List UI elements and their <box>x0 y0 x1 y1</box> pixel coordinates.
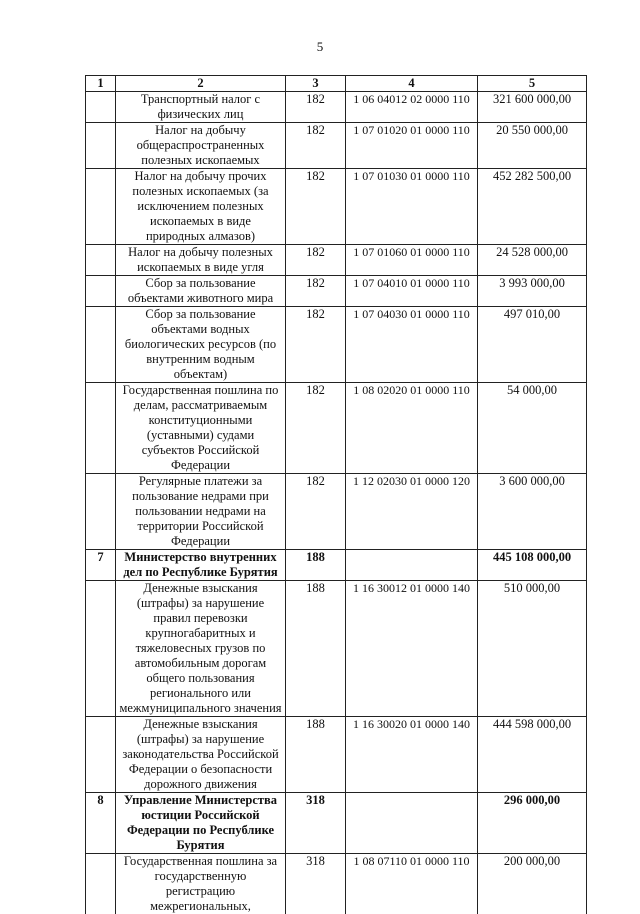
row-name-cell: Управление Министерства юстиции Российской Федерации по Республике Бурятия <box>116 793 286 854</box>
row-amount-cell: 445 108 000,00 <box>478 550 587 581</box>
row-amount-cell: 321 600 000,00 <box>478 92 587 123</box>
row-name-cell: Налог на добычу прочих полезных ископаемых (за исключением полезных ископаемых в виде природных алмазов) <box>116 169 286 245</box>
table-row <box>86 169 587 245</box>
row-name-cell: Регулярные платежи за пользование недрами при пользовании недрами на территории Российской Федерации <box>116 474 286 550</box>
table-row <box>86 717 587 793</box>
row-name-cell: Налог на добычу полезных ископаемых в виде угля <box>116 245 286 276</box>
row-number-cell <box>86 474 116 550</box>
row-amount-cell: 444 598 000,00 <box>478 717 587 793</box>
table-row <box>86 474 587 550</box>
row-admin-code-cell: 182 <box>286 123 346 169</box>
row-number-cell <box>86 92 116 123</box>
row-name-cell: Денежные взыскания (штрафы) за нарушение правил перевозки крупногабаритных и тяжеловесных грузов по автомобильным дорогам общего пользования регионального или межмуниципального значения <box>116 581 286 717</box>
row-amount-cell: 452 282 500,00 <box>478 169 587 245</box>
row-kbk-cell: 1 16 30012 01 0000 140 <box>346 581 478 717</box>
table-row <box>86 581 587 717</box>
table-row <box>86 92 587 123</box>
row-number-cell <box>86 276 116 307</box>
row-number-cell <box>86 581 116 717</box>
column-header-number: 1 <box>86 76 116 92</box>
row-kbk-cell: 1 08 02020 01 0000 110 <box>346 383 478 474</box>
row-amount-cell: 3 993 000,00 <box>478 276 587 307</box>
row-amount-cell: 200 000,00 <box>478 854 587 914</box>
row-admin-code-cell: 188 <box>286 717 346 793</box>
row-name-cell: Налог на добычу общераспространенных полезных ископаемых <box>116 123 286 169</box>
row-kbk-cell: 1 06 04012 02 0000 110 <box>346 92 478 123</box>
page-number: 5 <box>0 39 640 55</box>
row-kbk-cell: 1 07 04030 01 0000 110 <box>346 307 478 383</box>
column-header-kbk: 4 <box>346 76 478 92</box>
row-name-cell: Государственная пошлина за государственную регистрацию межрегиональных, <box>116 854 286 914</box>
table-row <box>86 793 587 854</box>
row-name-cell: Сбор за пользование объектами водных биологических ресурсов (по внутренним водным объектам) <box>116 307 286 383</box>
row-kbk-cell: 1 08 07110 01 0000 110 <box>346 854 478 914</box>
row-admin-code-cell: 182 <box>286 169 346 245</box>
row-admin-code-cell: 182 <box>286 276 346 307</box>
row-admin-code-cell: 182 <box>286 383 346 474</box>
row-kbk-cell: 1 07 04010 01 0000 110 <box>346 276 478 307</box>
table-row <box>86 123 587 169</box>
row-admin-code-cell: 318 <box>286 854 346 914</box>
column-header-name: 2 <box>116 76 286 92</box>
row-kbk-cell: 1 07 01060 01 0000 110 <box>346 245 478 276</box>
column-header-admin-code: 3 <box>286 76 346 92</box>
table-row <box>86 550 587 581</box>
row-amount-cell: 24 528 000,00 <box>478 245 587 276</box>
budget-revenue-table <box>85 75 587 914</box>
row-admin-code-cell: 318 <box>286 793 346 854</box>
row-name-cell: Транспортный налог с физических лиц <box>116 92 286 123</box>
row-amount-cell: 510 000,00 <box>478 581 587 717</box>
row-number-cell <box>86 717 116 793</box>
row-kbk-cell: 1 07 01030 01 0000 110 <box>346 169 478 245</box>
row-kbk-cell: 1 16 30020 01 0000 140 <box>346 717 478 793</box>
row-number-cell <box>86 169 116 245</box>
row-kbk-cell <box>346 793 478 854</box>
row-number-cell: 8 <box>86 793 116 854</box>
row-admin-code-cell: 188 <box>286 581 346 717</box>
table-row <box>86 307 587 383</box>
row-amount-cell: 3 600 000,00 <box>478 474 587 550</box>
row-name-cell: Министерство внутренних дел по Республике Бурятия <box>116 550 286 581</box>
row-name-cell: Денежные взыскания (штрафы) за нарушение законодательства Российской Федерации о безопасности дорожного движения <box>116 717 286 793</box>
row-amount-cell: 20 550 000,00 <box>478 123 587 169</box>
row-number-cell <box>86 307 116 383</box>
row-name-cell: Сбор за пользование объектами животного мира <box>116 276 286 307</box>
row-admin-code-cell: 182 <box>286 245 346 276</box>
row-kbk-cell: 1 12 02030 01 0000 120 <box>346 474 478 550</box>
row-kbk-cell: 1 07 01020 01 0000 110 <box>346 123 478 169</box>
table-row <box>86 245 587 276</box>
row-number-cell <box>86 383 116 474</box>
row-kbk-cell <box>346 550 478 581</box>
table-row <box>86 383 587 474</box>
row-admin-code-cell: 188 <box>286 550 346 581</box>
row-admin-code-cell: 182 <box>286 92 346 123</box>
row-amount-cell: 296 000,00 <box>478 793 587 854</box>
row-number-cell: 7 <box>86 550 116 581</box>
row-number-cell <box>86 123 116 169</box>
row-admin-code-cell: 182 <box>286 474 346 550</box>
row-number-cell <box>86 245 116 276</box>
row-admin-code-cell: 182 <box>286 307 346 383</box>
row-name-cell: Государственная пошлина по делам, рассматриваемым конституционными (уставными) судами субъектов Российской Федерации <box>116 383 286 474</box>
table-header-row <box>86 76 587 92</box>
table-row <box>86 276 587 307</box>
column-header-amount: 5 <box>478 76 587 92</box>
row-amount-cell: 54 000,00 <box>478 383 587 474</box>
row-amount-cell: 497 010,00 <box>478 307 587 383</box>
